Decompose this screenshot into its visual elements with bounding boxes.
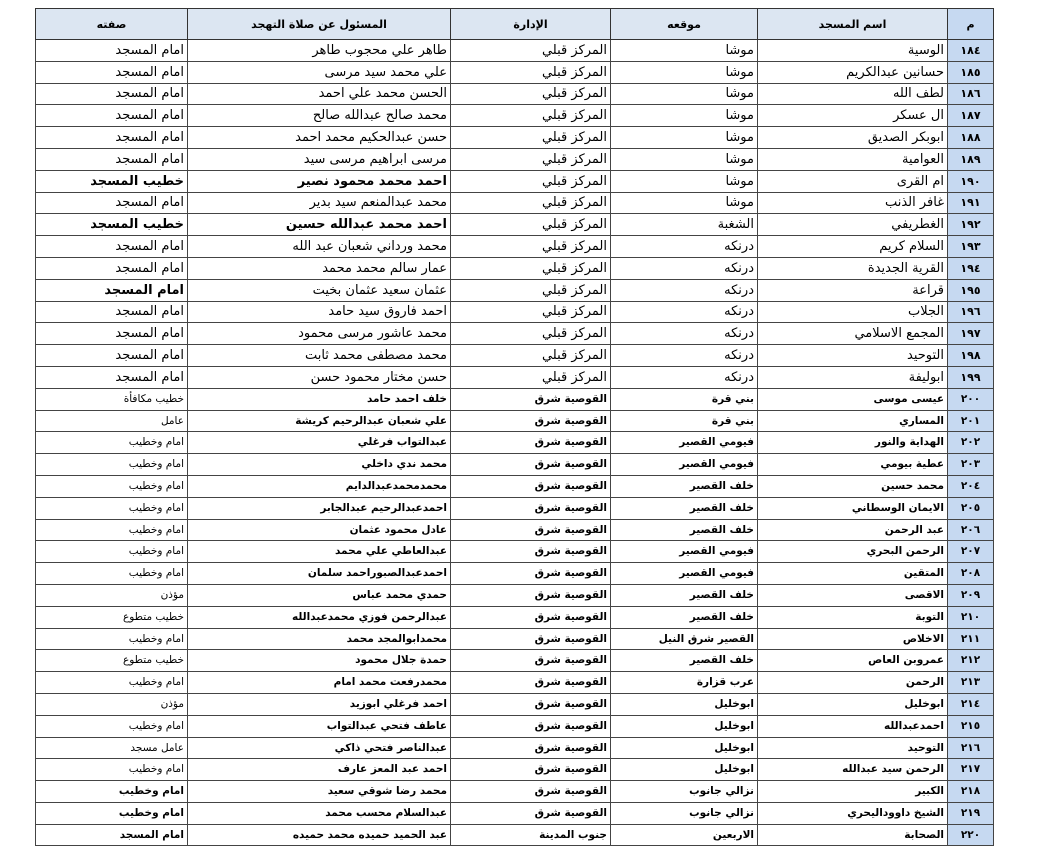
cell-responsible-person: عبدالتواب فرغلي (188, 432, 451, 454)
table-row (36, 693, 994, 715)
cell-administration: المركز قبلي (451, 170, 611, 192)
cell-administration: القوصية شرق (451, 650, 611, 672)
cell-responsible-person: محمد صالح عبدالله صالح (188, 105, 451, 127)
cell-location: درنكه (611, 345, 758, 367)
cell-administration: القوصية شرق (451, 781, 611, 803)
cell-location: خلف القصير (611, 584, 758, 606)
cell-row-number: ٢٠١ (948, 410, 994, 432)
cell-administration: القوصية شرق (451, 541, 611, 563)
cell-role: امام وخطيب (36, 475, 188, 497)
cell-row-number: ٢١٢ (948, 650, 994, 672)
cell-responsible-person: مرسى ابراهيم مرسى سيد (188, 148, 451, 170)
table-row (36, 497, 994, 519)
cell-row-number: ٢٠٠ (948, 388, 994, 410)
cell-location: درنكه (611, 323, 758, 345)
cell-location: موشا (611, 148, 758, 170)
cell-administration: القوصية شرق (451, 519, 611, 541)
table-row (36, 541, 994, 563)
cell-responsible-person: محمد ورداني شعبان عبد الله (188, 236, 451, 258)
cell-location: ابوخليل (611, 759, 758, 781)
cell-mosque-name: المجمع الاسلامي (758, 323, 948, 345)
cell-row-number: ١٩٧ (948, 323, 994, 345)
cell-mosque-name: ابوخليل (758, 693, 948, 715)
cell-mosque-name: التوحيد (758, 737, 948, 759)
cell-location: نزالي جانوب (611, 781, 758, 803)
cell-row-number: ٢٠٧ (948, 541, 994, 563)
table-row (36, 410, 994, 432)
cell-responsible-person: احمد فرغلي ابوزيد (188, 693, 451, 715)
cell-row-number: ١٩٠ (948, 170, 994, 192)
cell-mosque-name: عطية بيومي (758, 454, 948, 476)
cell-responsible-person: عبد الحميد حميده محمد حميده (188, 824, 451, 846)
cell-mosque-name: احمدعبدالله (758, 715, 948, 737)
cell-administration: المركز قبلي (451, 279, 611, 301)
cell-mosque-name: الاقصى (758, 584, 948, 606)
cell-mosque-name: الرحمن البحري (758, 541, 948, 563)
cell-row-number: ١٨٤ (948, 40, 994, 62)
cell-location: خلف القصير (611, 606, 758, 628)
cell-role: امام وخطيب (36, 628, 188, 650)
cell-row-number: ٢٠٩ (948, 584, 994, 606)
cell-row-number: ٢٠٦ (948, 519, 994, 541)
cell-role: امام المسجد (36, 127, 188, 149)
cell-responsible-person: طاهر علي محجوب طاهر (188, 40, 451, 62)
cell-mosque-name: ال عسكر (758, 105, 948, 127)
cell-location: موشا (611, 192, 758, 214)
cell-administration: المركز قبلي (451, 236, 611, 258)
cell-role: امام وخطيب (36, 759, 188, 781)
table-row (36, 192, 994, 214)
table-row (36, 824, 994, 846)
cell-role: امام وخطيب (36, 781, 188, 803)
cell-responsible-person: علي شعبان عبدالرحيم كريشة (188, 410, 451, 432)
cell-administration: المركز قبلي (451, 257, 611, 279)
cell-location: خلف القصير (611, 519, 758, 541)
cell-row-number: ٢٠٤ (948, 475, 994, 497)
cell-mosque-name: المتقين (758, 563, 948, 585)
cell-location: درنكه (611, 236, 758, 258)
table-row (36, 672, 994, 694)
cell-role: عامل مسجد (36, 737, 188, 759)
cell-location: ابوخليل (611, 693, 758, 715)
cell-responsible-person: عمار سالم محمد محمد (188, 257, 451, 279)
cell-responsible-person: محمد عاشور مرسى محمود (188, 323, 451, 345)
cell-administration: القوصية شرق (451, 584, 611, 606)
cell-location: فيومي القصير (611, 432, 758, 454)
cell-row-number: ١٩١ (948, 192, 994, 214)
table-row (36, 563, 994, 585)
table-row (36, 105, 994, 127)
cell-responsible-person: عثمان سعيد عثمان بخيت (188, 279, 451, 301)
table-row (36, 323, 994, 345)
cell-location: ابوخليل (611, 737, 758, 759)
cell-row-number: ١٨٦ (948, 83, 994, 105)
cell-administration: المركز قبلي (451, 366, 611, 388)
cell-location: درنكه (611, 257, 758, 279)
cell-administration: القوصية شرق (451, 606, 611, 628)
cell-role: امام المسجد (36, 105, 188, 127)
cell-location: الشغبة (611, 214, 758, 236)
cell-role: امام المسجد (36, 61, 188, 83)
cell-mosque-name: حسانين عبدالكريم (758, 61, 948, 83)
table-row (36, 715, 994, 737)
cell-responsible-person: احمدعبدالرحيم عبدالجابر (188, 497, 451, 519)
table-row (36, 519, 994, 541)
cell-role: امام وخطيب (36, 541, 188, 563)
cell-location: موشا (611, 61, 758, 83)
cell-responsible-person: محمدرفعت محمد امام (188, 672, 451, 694)
cell-role: امام وخطيب (36, 802, 188, 824)
cell-role: مؤذن (36, 693, 188, 715)
cell-administration: المركز قبلي (451, 40, 611, 62)
cell-responsible-person: عادل محمود عثمان (188, 519, 451, 541)
cell-administration: القوصية شرق (451, 432, 611, 454)
table-row (36, 148, 994, 170)
table-row (36, 236, 994, 258)
table-row (36, 737, 994, 759)
cell-administration: القوصية شرق (451, 759, 611, 781)
header-num: م (948, 9, 994, 40)
cell-row-number: ١٨٧ (948, 105, 994, 127)
header-row (36, 9, 994, 40)
cell-row-number: ٢٢٠ (948, 824, 994, 846)
cell-role: امام المسجد (36, 345, 188, 367)
cell-row-number: ٢٠٢ (948, 432, 994, 454)
cell-role: امام المسجد (36, 148, 188, 170)
cell-responsible-person: حسن عبدالحكيم محمد احمد (188, 127, 451, 149)
cell-responsible-person: احمد فاروق سيد حامد (188, 301, 451, 323)
cell-administration: المركز قبلي (451, 345, 611, 367)
cell-role: امام وخطيب (36, 432, 188, 454)
cell-administration: القوصية شرق (451, 563, 611, 585)
cell-role: امام المسجد (36, 824, 188, 846)
cell-role: امام المسجد (36, 301, 188, 323)
cell-administration: القوصية شرق (451, 715, 611, 737)
cell-location: عرب قزارة (611, 672, 758, 694)
cell-mosque-name: قراعة (758, 279, 948, 301)
cell-responsible-person: محمد رضا شوقي سعيد (188, 781, 451, 803)
table-body (36, 40, 994, 846)
cell-mosque-name: الرحمن (758, 672, 948, 694)
cell-administration: المركز قبلي (451, 127, 611, 149)
header-mosque-name: اسم المسجد (758, 9, 948, 40)
cell-administration: جنوب المدينة (451, 824, 611, 846)
header-role: صفته (36, 9, 188, 40)
cell-row-number: ١٩٩ (948, 366, 994, 388)
table-row (36, 802, 994, 824)
cell-mosque-name: لطف الله (758, 83, 948, 105)
cell-row-number: ١٩٥ (948, 279, 994, 301)
table-row (36, 584, 994, 606)
cell-mosque-name: الرحمن سيد عبدالله (758, 759, 948, 781)
cell-mosque-name: القرية الجديدة (758, 257, 948, 279)
table-row (36, 40, 994, 62)
cell-location: موشا (611, 127, 758, 149)
table-row (36, 650, 994, 672)
header-responsible: المسئول عن صلاة التهجد (188, 9, 451, 40)
cell-row-number: ٢١٩ (948, 802, 994, 824)
cell-row-number: ١٩٤ (948, 257, 994, 279)
cell-administration: القوصية شرق (451, 672, 611, 694)
table-row (36, 214, 994, 236)
cell-responsible-person: احمدعبدالصبوراحمد سلمان (188, 563, 451, 585)
cell-role: عامل (36, 410, 188, 432)
cell-location: فيومي القصير (611, 563, 758, 585)
cell-location: درنكه (611, 301, 758, 323)
cell-administration: القوصية شرق (451, 628, 611, 650)
cell-row-number: ٢١٣ (948, 672, 994, 694)
cell-role: امام وخطيب (36, 519, 188, 541)
cell-administration: القوصية شرق (451, 410, 611, 432)
cell-role: خطيب متطوع (36, 650, 188, 672)
cell-mosque-name: ابوليفة (758, 366, 948, 388)
table-row (36, 628, 994, 650)
table-row (36, 279, 994, 301)
cell-mosque-name: عمروبن العاص (758, 650, 948, 672)
cell-role: امام وخطيب (36, 497, 188, 519)
cell-location: الاربعين (611, 824, 758, 846)
cell-role: خطيب متطوع (36, 606, 188, 628)
cell-responsible-person: خلف احمد حامد (188, 388, 451, 410)
table-row (36, 606, 994, 628)
cell-location: فيومي القصير (611, 541, 758, 563)
cell-role: امام وخطيب (36, 672, 188, 694)
cell-location: القصير شرق النيل (611, 628, 758, 650)
cell-location: درنكه (611, 366, 758, 388)
cell-responsible-person: علي محمد سيد مرسى (188, 61, 451, 83)
table-row (36, 257, 994, 279)
cell-administration: المركز قبلي (451, 148, 611, 170)
cell-role: مؤذن (36, 584, 188, 606)
header-location: موقعه (611, 9, 758, 40)
cell-row-number: ٢١٥ (948, 715, 994, 737)
cell-row-number: ١٩٦ (948, 301, 994, 323)
cell-row-number: ١٩٢ (948, 214, 994, 236)
table-row (36, 388, 994, 410)
cell-row-number: ١٨٥ (948, 61, 994, 83)
cell-location: ابوخليل (611, 715, 758, 737)
cell-mosque-name: عيسى موسى (758, 388, 948, 410)
cell-role: امام المسجد (36, 192, 188, 214)
cell-location: بني قرة (611, 410, 758, 432)
cell-administration: القوصية شرق (451, 454, 611, 476)
cell-location: درنكه (611, 279, 758, 301)
cell-mosque-name: الايمان الوسطاني (758, 497, 948, 519)
table-row (36, 475, 994, 497)
cell-administration: القوصية شرق (451, 693, 611, 715)
cell-role: امام المسجد (36, 83, 188, 105)
cell-row-number: ٢١٧ (948, 759, 994, 781)
table-row (36, 454, 994, 476)
cell-mosque-name: الهداية والنور (758, 432, 948, 454)
cell-role: امام وخطيب (36, 563, 188, 585)
cell-row-number: ١٩٨ (948, 345, 994, 367)
cell-mosque-name: السلام كريم (758, 236, 948, 258)
cell-role: امام المسجد (36, 40, 188, 62)
cell-mosque-name: الصحابة (758, 824, 948, 846)
cell-mosque-name: عبد الرحمن (758, 519, 948, 541)
cell-mosque-name: محمد حسين (758, 475, 948, 497)
cell-responsible-person: محمدمحمدعبدالدايم (188, 475, 451, 497)
cell-row-number: ١٨٨ (948, 127, 994, 149)
cell-role: خطيب مكافأة (36, 388, 188, 410)
cell-row-number: ٢١٨ (948, 781, 994, 803)
cell-responsible-person: محمد مصطفى محمد ثابت (188, 345, 451, 367)
cell-mosque-name: ابوبكر الصديق (758, 127, 948, 149)
cell-mosque-name: الشيخ داووداليحري (758, 802, 948, 824)
cell-administration: القوصية شرق (451, 388, 611, 410)
mosque-table (35, 8, 994, 846)
cell-mosque-name: الكبير (758, 781, 948, 803)
cell-location: خلف القصير (611, 497, 758, 519)
cell-mosque-name: المساري (758, 410, 948, 432)
cell-administration: المركز قبلي (451, 83, 611, 105)
cell-location: موشا (611, 40, 758, 62)
cell-responsible-person: عاطف فتحي عبدالتواب (188, 715, 451, 737)
cell-mosque-name: التوبة (758, 606, 948, 628)
table-row (36, 83, 994, 105)
cell-location: موشا (611, 105, 758, 127)
cell-mosque-name: غافر الذنب (758, 192, 948, 214)
cell-administration: القوصية شرق (451, 737, 611, 759)
cell-location: نزالي جانوب (611, 802, 758, 824)
table-row (36, 345, 994, 367)
cell-row-number: ١٩٣ (948, 236, 994, 258)
cell-responsible-person: حمدة جلال محمود (188, 650, 451, 672)
cell-administration: المركز قبلي (451, 61, 611, 83)
cell-responsible-person: عبدالرحمن فوزي محمدعبدالله (188, 606, 451, 628)
cell-mosque-name: الاخلاص (758, 628, 948, 650)
cell-administration: المركز قبلي (451, 192, 611, 214)
cell-administration: المركز قبلي (451, 214, 611, 236)
cell-location: خلف القصير (611, 650, 758, 672)
cell-responsible-person: عبدالسلام محسب محمد (188, 802, 451, 824)
cell-administration: المركز قبلي (451, 301, 611, 323)
table-row (36, 127, 994, 149)
cell-role: خطيب المسجد (36, 214, 188, 236)
cell-role: امام المسجد (36, 366, 188, 388)
header-administration: الإدارة (451, 9, 611, 40)
cell-row-number: ٢١٤ (948, 693, 994, 715)
cell-administration: القوصية شرق (451, 497, 611, 519)
cell-row-number: ٢٠٨ (948, 563, 994, 585)
cell-administration: القوصية شرق (451, 802, 611, 824)
cell-row-number: ٢١١ (948, 628, 994, 650)
cell-mosque-name: الوسية (758, 40, 948, 62)
cell-mosque-name: ام القرى (758, 170, 948, 192)
cell-mosque-name: الغطريفي (758, 214, 948, 236)
cell-mosque-name: التوحيد (758, 345, 948, 367)
cell-responsible-person: حمدي محمد عباس (188, 584, 451, 606)
cell-administration: القوصية شرق (451, 475, 611, 497)
cell-administration: المركز قبلي (451, 323, 611, 345)
cell-location: بني قرة (611, 388, 758, 410)
cell-row-number: ٢٠٥ (948, 497, 994, 519)
cell-row-number: ٢٠٣ (948, 454, 994, 476)
cell-location: فيومي القصير (611, 454, 758, 476)
cell-row-number: ٢١٦ (948, 737, 994, 759)
table-row (36, 366, 994, 388)
table-row (36, 170, 994, 192)
cell-responsible-person: حسن مختار محمود حسن (188, 366, 451, 388)
table-row (36, 759, 994, 781)
cell-location: موشا (611, 83, 758, 105)
cell-location: موشا (611, 170, 758, 192)
table-row (36, 61, 994, 83)
cell-responsible-person: محمد عبدالمنعم سيد بدير (188, 192, 451, 214)
cell-administration: المركز قبلي (451, 105, 611, 127)
cell-role: امام وخطيب (36, 454, 188, 476)
cell-location: خلف القصير (611, 475, 758, 497)
cell-responsible-person: عبدالعاطي علي محمد (188, 541, 451, 563)
cell-role: امام المسجد (36, 323, 188, 345)
cell-mosque-name: العوامية (758, 148, 948, 170)
cell-responsible-person: احمد محمد محمود نصير (188, 170, 451, 192)
cell-responsible-person: محمدابوالمجد محمد (188, 628, 451, 650)
cell-role: امام المسجد (36, 257, 188, 279)
cell-mosque-name: الجلاب (758, 301, 948, 323)
cell-responsible-person: الحسن محمد علي احمد (188, 83, 451, 105)
cell-role: امام المسجد (36, 236, 188, 258)
cell-responsible-person: عبدالناصر فتحي ذاكي (188, 737, 451, 759)
cell-responsible-person: محمد ندي داخلي (188, 454, 451, 476)
table-row (36, 301, 994, 323)
cell-row-number: ١٨٩ (948, 148, 994, 170)
table-row (36, 432, 994, 454)
table-row (36, 781, 994, 803)
cell-row-number: ٢١٠ (948, 606, 994, 628)
cell-role: امام وخطيب (36, 715, 188, 737)
cell-responsible-person: احمد عبد المعز عارف (188, 759, 451, 781)
cell-role: امام المسجد (36, 279, 188, 301)
cell-role: خطيب المسجد (36, 170, 188, 192)
cell-responsible-person: احمد محمد عبدالله حسين (188, 214, 451, 236)
